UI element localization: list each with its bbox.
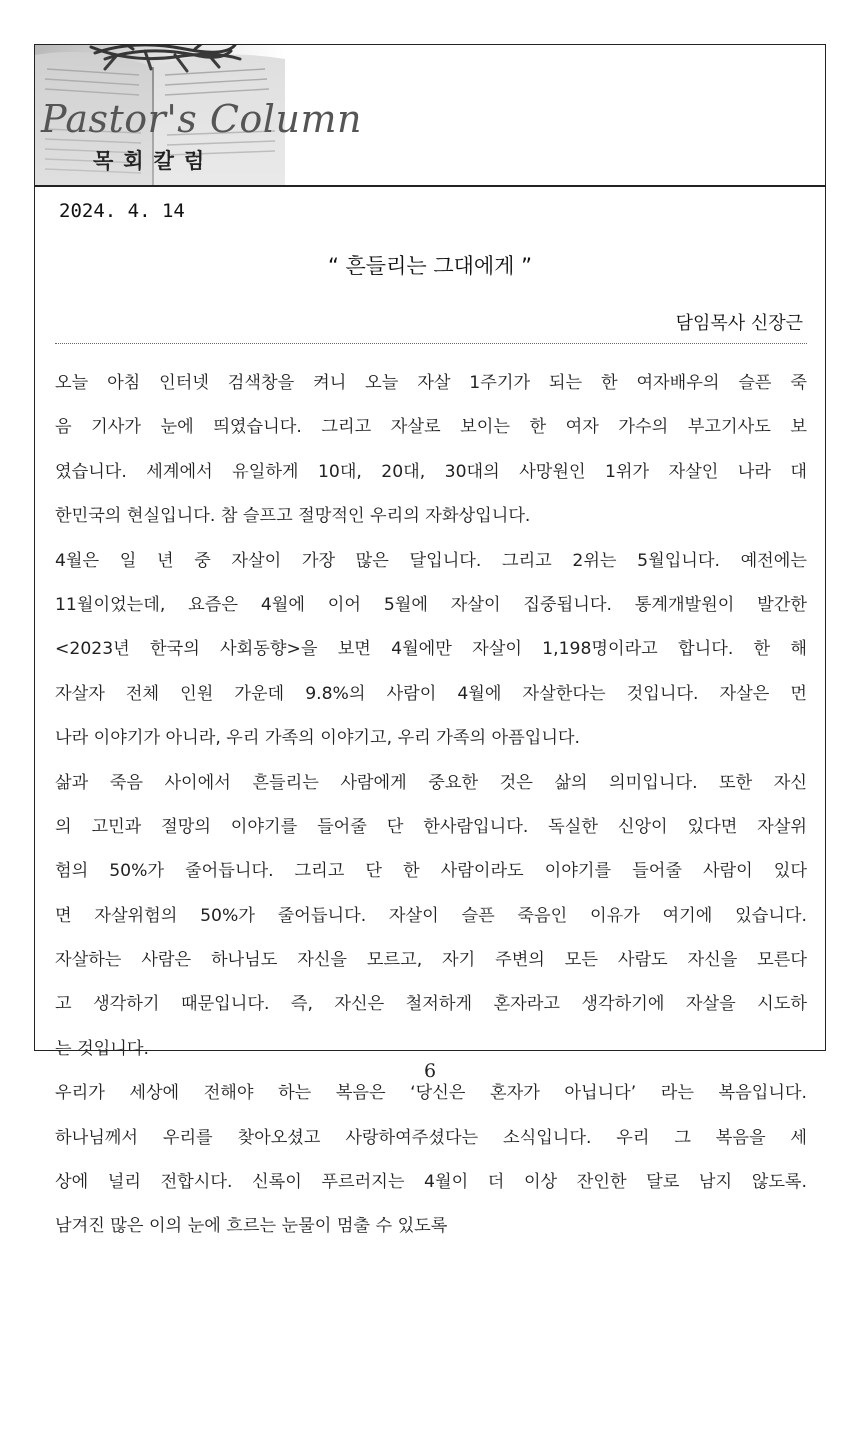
page-number: 6 — [423, 1060, 437, 1082]
text-line: 하나님께서 우리를 찾아오셨고 사랑하여주셨다는 소식입니다. 우리 그 복음을 세 — [55, 1127, 807, 1148]
text-line: 자살하는 사람은 하나님도 자신을 모르고, 자기 주변의 모든 사람도 자신을 모른다 — [55, 950, 807, 971]
paragraph-1 — [55, 361, 807, 539]
text-line: 의 고민과 절망의 이야기를 들어줄 단 한사람입니다. 독실한 신앙이 있다면 자살위 — [55, 816, 807, 837]
column-body — [55, 361, 807, 1249]
column-title: “ 흔들리는 그대에게 ” — [327, 254, 533, 278]
paragraph-4 — [55, 1071, 807, 1249]
text-line: 오늘 아침 인터넷 검색창을 켜니 오늘 자살 1주기가 되는 한 여자배우의 슬픈 죽 — [55, 373, 807, 393]
text-line: 험의 50%가 줄어듭니다. 그리고 단 한 사람이라도 이야기를 들어줄 사람이 있다 — [55, 861, 807, 882]
text-line: 4월은 일 년 중 자살이 가장 많은 달입니다. 그리고 2위는 5월입니다. 예전에는 — [55, 550, 807, 571]
dotted-divider — [55, 343, 807, 344]
paragraph-3 — [55, 761, 807, 1072]
text-line: 면 자살위험의 50%가 줄어듭니다. 자살이 슬픈 죽음인 이유가 여기에 있습니다. — [55, 905, 807, 926]
column-subtitle: 목회칼럼 — [93, 149, 215, 173]
text-line: 삶과 죽음 사이에서 흔들리는 사람에게 중요한 것은 삶의 의미입니다. 또한 자신 — [55, 772, 807, 793]
text-line: 나라 이야기가 아니라, 우리 가족의 이야기고, 우리 가족의 아픔입니다. — [55, 728, 580, 749]
text-line: 11월이었는데, 요즘은 4월에 이어 5월에 자살이 집중됩니다. 통계개발원이 발간한 — [55, 594, 807, 615]
column-date: 2024. 4. 14 — [59, 200, 185, 222]
text-line: 우리가 세상에 전해야 하는 복음은 ‘당신은 혼자가 아닙니다’ 라는 복음입니다. — [55, 1083, 807, 1104]
text-line: 고 생각하기 때문입니다. 즉, 자신은 철저하게 혼자라고 생각하기에 자살을 시도하 — [55, 994, 807, 1015]
column-author: 담임목사 신장근 — [675, 313, 803, 334]
text-line: <2023년 한국의 사회동향>을 보면 4월에만 자살이 1,198명이라고 합니다. 한 해 — [55, 639, 807, 660]
column-header — [35, 45, 825, 187]
pastors-column-logo: Pastor's Column — [41, 97, 362, 141]
text-line: 는 것입니다. — [55, 1038, 149, 1059]
text-line: 한민국의 현실입니다. 참 슬프고 절망적인 우리의 자화상입니다. — [55, 506, 531, 527]
column-frame — [34, 44, 826, 1237]
text-line: 자살자 전체 인원 가운데 9.8%의 사람이 4월에 자살한다는 것입니다. 자살은 먼 — [55, 683, 807, 704]
text-line: 상에 널리 전합시다. 신록이 푸르러지는 4월이 더 이상 잔인한 달로 남지 않도록. — [55, 1172, 807, 1193]
text-line: 음 기사가 눈에 띄였습니다. 그리고 자살로 보이는 한 여자 가수의 부고기사도 보 — [55, 417, 807, 438]
text-line: 였습니다. 세계에서 유일하게 10대, 20대, 30대의 사망원인 1위가 자살인 나라 대 — [55, 461, 807, 482]
text-line: 남겨진 많은 이의 눈에 흐르는 눈물이 멈출 수 있도록 — [55, 1216, 448, 1237]
paragraph-2 — [55, 539, 807, 761]
